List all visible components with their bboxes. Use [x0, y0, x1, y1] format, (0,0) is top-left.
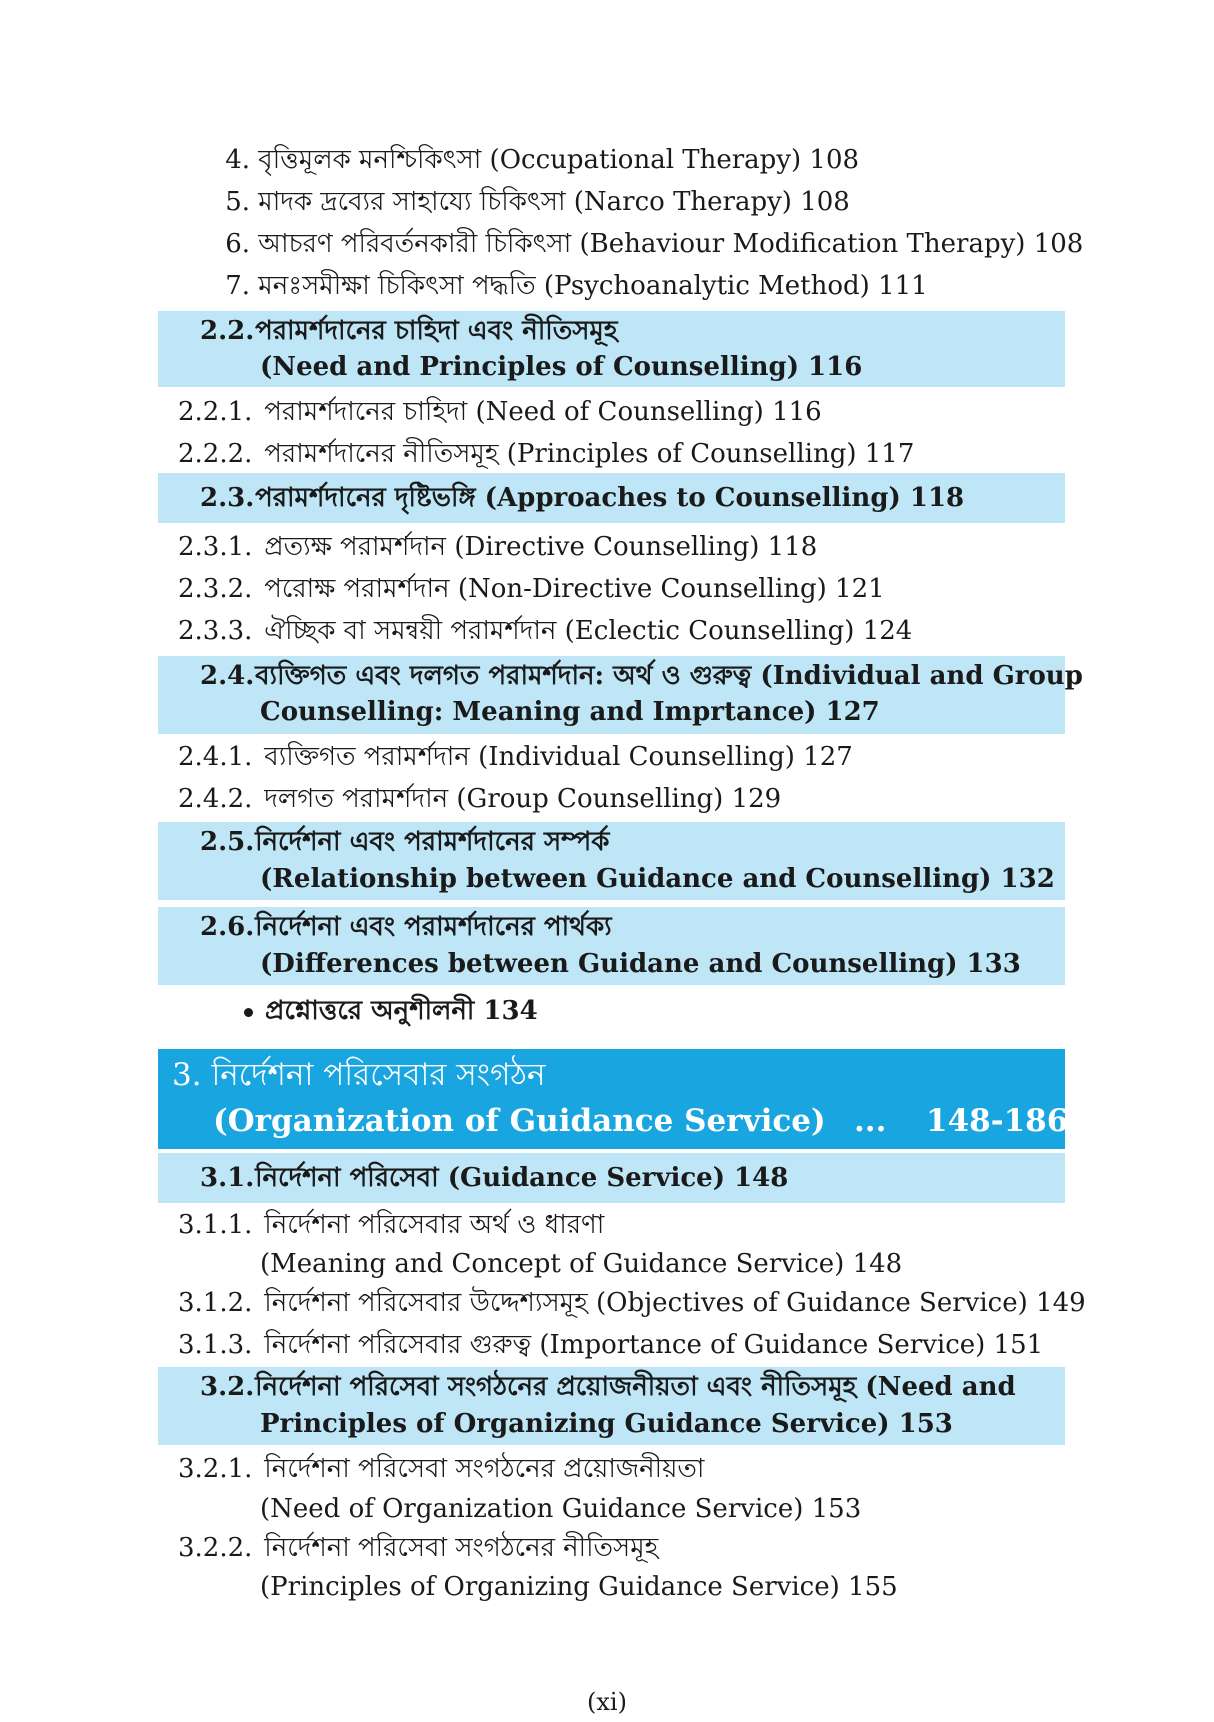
section-2-3-heading: 2.3. পরামর্শদানের দৃষ্টিভঙ্গি (Approaches to Counselling) 118: [158, 473, 1065, 523]
contents-page: 4. বৃত্তিমূলক মনশ্চিকিৎসা (Occupational Therapy) 108 5. মাদক দ্রব্যের সাহায্যে চিকিৎসা (Narco Therapy) 108 6. আচরণ পরিবর্তনকারী চিকিৎসা (Behaviour Modification Therapy) 108 7. মনঃসমীক্ষা চিকিৎসা পদ্ধতি (Psychoanalytic Method) 111 2.2. পরামর্শদানের চাহিদা এবং নীতিসমূহ (Need and Principles of Counselling) 116 2.2.1. পরামর্শদানের চাহিদা (Need of Counselling) 116 2.2.2. পরামর্শদানের নীতিসমূহ (Principles of Counselling) 117 2.3. পরামর্শদানের দৃষ্টিভঙ্গি (Approaches to Counselling) 118 2.3.1. প্রত্যক্ষ পরামর্শদান (Directive Counselling) 118 2.3.2. পরোক্ষ পরামর্শদান (Non-Directive Counselling) 121 2.3.3. ঐচ্ছিক বা সমন্বয়ী পরামর্শদান (Eclectic Counselling) 124 2.4. ব্যক্তিগত এবং দলগত পরামর্শদান: অর্থ ও গুরুত্ব (Individual and Group Counselling: Meaning and Imprtance) 127 2.4.1. ব্যক্তিগত পরামর্শদান (Individual Counselling) 127 2.4.2. দলগত পরামর্শদান (Group Counselling) 129 2.5. নির্দেশনা এবং পরামর্শদানের সম্পর্ক (Relationship between Guidance and Counselling) 132 2.6. নির্দেশনা এবং পরামর্শদানের পার্থক্য (Differences between Guidane and Counselling) 133 প্রশ্নোত্তরে অনুশীলনী 134 3. নির্দেশনা পরিসেবার সংগঠন (Organization of Guidance Service) ... 148-186 3.1. নির্দেশনা পরিসেবা (Guidance Service) 148 3.1.1. নির্দেশনা পরিসেবার অর্থ ও ধারণা (Meaning and Concept of Guidance Service) 148 3.1.2. নির্দেশনা পরিসেবার উদ্দেশ্যসমূহ (Objectives of Guidance Service) 149 3.1.3. নির্দেশনা পরিসেবার গুরুত্ব (Importance of Guidance Service) 151 3.2. নির্দেশনা পরিসেবা সংগঠনের প্রয়োজনীয়তা এবং নীতিসমূহ (Need and Principles of Organizing Guidance Service) 153 3.2.1. নির্দেশনা পরিসেবা সংগঠনের প্রয়োজনীয়তা (Need of Organization Guidance Service) 153 3.2.2. নির্দেশনা পরিসেবা সংগঠনের নীতিসমূহ (Principles of Organizing Guidance Service) 155 (xi): [0, 0, 1214, 1722]
toc-entry: 2.3.1. প্রত্যক্ষ পরামর্শদান (Directive Counselling) 118: [178, 532, 818, 562]
toc-entry: 3.2.1. নির্দেশনা পরিসেবা সংগঠনের প্রয়োজনীয়তা: [178, 1454, 705, 1484]
exercise-entry: প্রশ্নোত্তরে অনুশীলনী 134: [244, 994, 538, 1028]
toc-entry: 3.1.3. নির্দেশনা পরিসেবার গুরুত্ব (Importance of Guidance Service) 151: [178, 1330, 1044, 1360]
toc-entry: 2.2.2. পরামর্শদানের নীতিসমূহ (Principles of Counselling) 117: [178, 439, 915, 469]
toc-entry: 5. মাদক দ্রব্যের সাহায্যে চিকিৎসা (Narco Therapy) 108: [225, 187, 850, 217]
toc-entry: 3.1.2. নির্দেশনা পরিসেবার উদ্দেশ্যসমূহ (Objectives of Guidance Service) 149: [178, 1288, 1086, 1318]
section-2-4-heading: 2.4. ব্যক্তিগত এবং দলগত পরামর্শদান: অর্থ ও গুরুত্ব (Individual and Group Counselling: Meaning and Imprtance) 127: [158, 656, 1065, 734]
toc-entry: 4. বৃত্তিমূলক মনশ্চিকিৎসা (Occupational Therapy) 108: [225, 145, 860, 175]
toc-entry: 7. মনঃসমীক্ষা চিকিৎসা পদ্ধতি (Psychoanalytic Method) 111: [225, 271, 928, 301]
section-3-2-heading: 3.2. নির্দেশনা পরিসেবা সংগঠনের প্রয়োজনীয়তা এবং নীতিসমূহ (Need and Principles of Organizing Guidance Service) 153: [158, 1367, 1065, 1445]
section-3-1-heading: 3.1. নির্দেশনা পরিসেবা (Guidance Service) 148: [158, 1153, 1065, 1203]
page-number: (xi): [587, 1688, 627, 1716]
toc-entry: 2.4.2. দলগত পরামর্শদান (Group Counselling) 129: [178, 784, 782, 814]
section-2-5-heading: 2.5. নির্দেশনা এবং পরামর্শদানের সম্পর্ক (Relationship between Guidance and Counselling) 132: [158, 822, 1065, 900]
toc-entry: 2.2.1. পরামর্শদানের চাহিদা (Need of Counselling) 116: [178, 397, 822, 427]
section-2-6-heading: 2.6. নির্দেশনা এবং পরামর্শদানের পার্থক্য (Differences between Guidane and Counselling) 133: [158, 907, 1065, 985]
toc-entry: 2.3.3. ঐচ্ছিক বা সমন্বয়ী পরামর্শদান (Eclectic Counselling) 124: [178, 616, 913, 646]
chapter-3-banner: 3. নির্দেশনা পরিসেবার সংগঠন (Organization of Guidance Service) ... 148-186: [158, 1049, 1065, 1149]
toc-entry: 2.4.1. ব্যক্তিগত পরামর্শদান (Individual Counselling) 127: [178, 742, 853, 772]
toc-entry: 3.2.2. নির্দেশনা পরিসেবা সংগঠনের নীতিসমূহ: [178, 1533, 659, 1563]
toc-entry: 3.1.1. নির্দেশনা পরিসেবার অর্থ ও ধারণা: [178, 1210, 605, 1240]
bullet-icon: [244, 1008, 253, 1017]
section-2-2-heading: 2.2. পরামর্শদানের চাহিদা এবং নীতিসমূহ (Need and Principles of Counselling) 116: [158, 311, 1065, 387]
toc-entry: 2.3.2. পরোক্ষ পরামর্শদান (Non-Directive Counselling) 121: [178, 574, 885, 604]
toc-entry: 6. আচরণ পরিবর্তনকারী চিকিৎসা (Behaviour Modification Therapy) 108: [225, 229, 1084, 259]
